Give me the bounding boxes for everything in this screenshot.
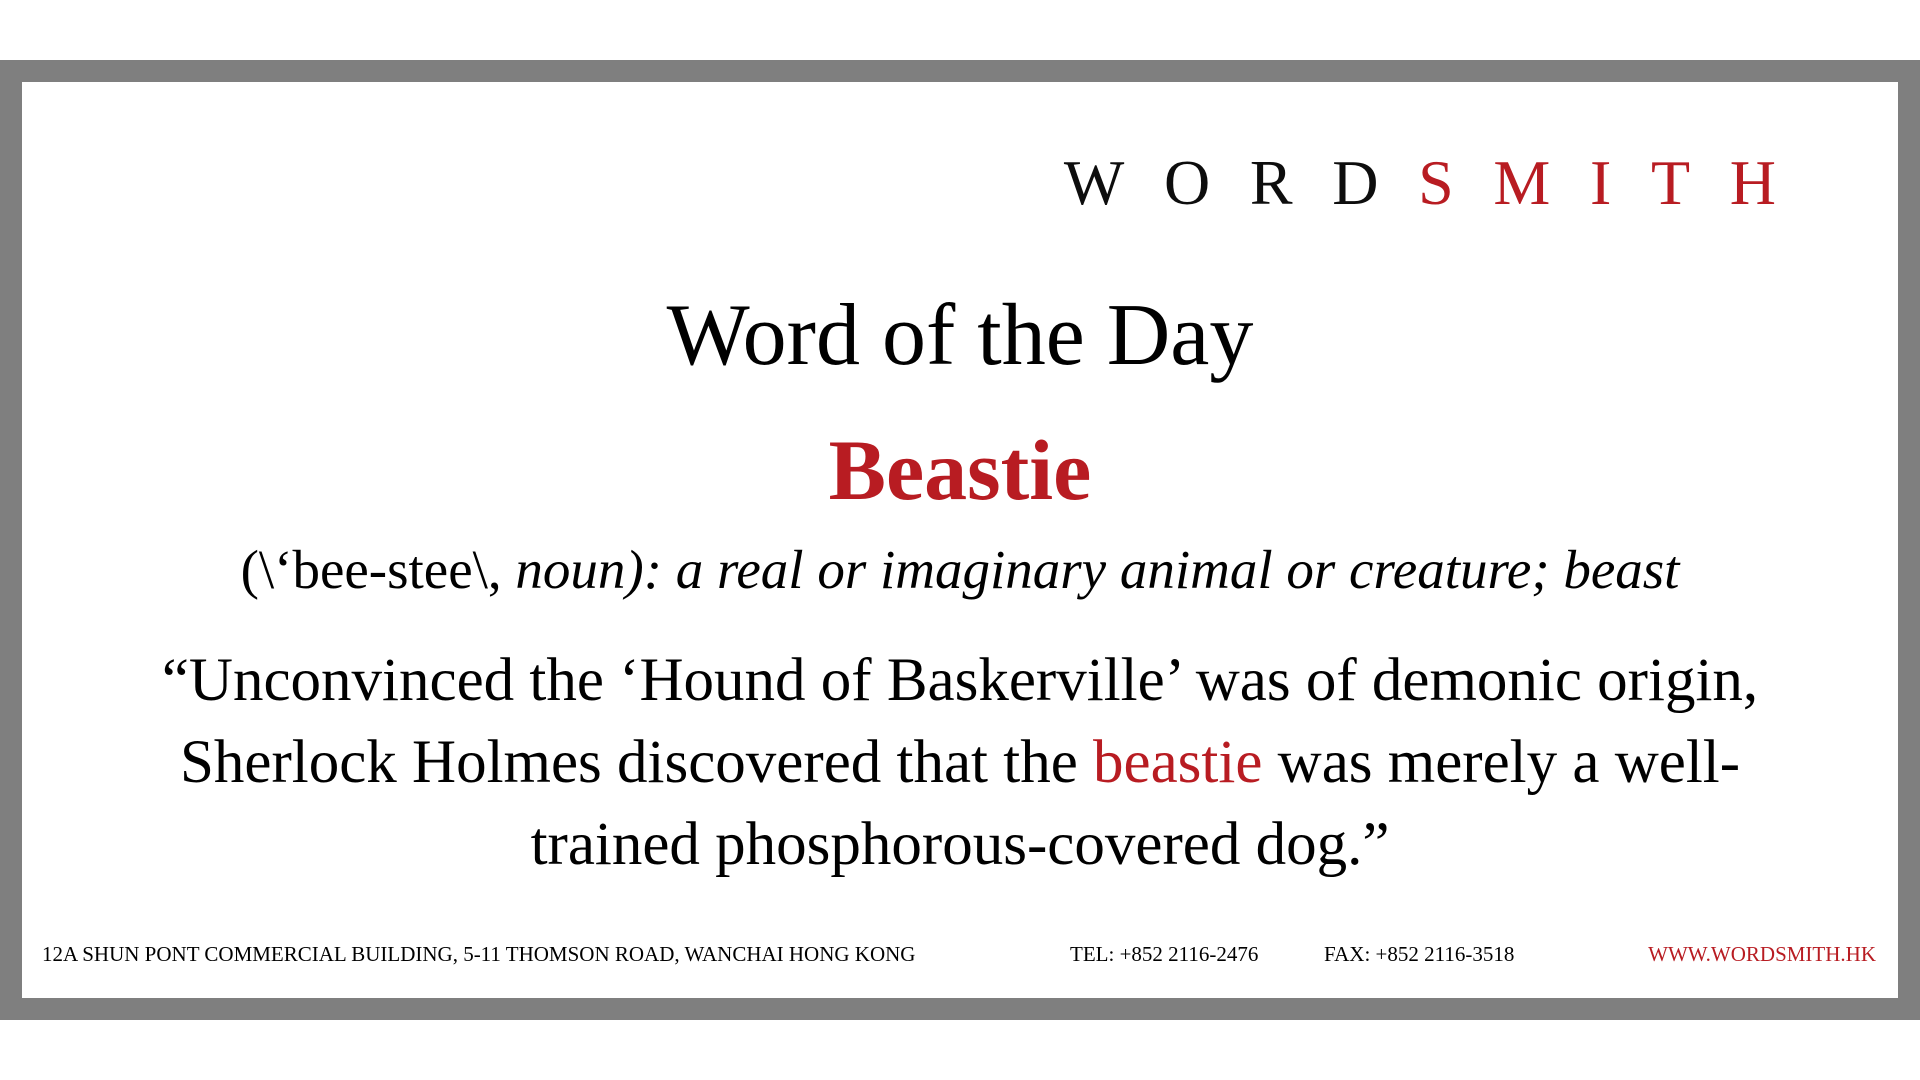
headword: Beastie	[828, 422, 1092, 518]
definition-text: noun): a real or imaginary animal or creature; beast	[515, 539, 1680, 600]
footer-telephone: TEL: +852 2116-2476	[1070, 942, 1259, 966]
quote-text-before: “Unconvinced the ‘Hound of Baskerville’ was of demonic origin, Sherlock Holmes discovered that the	[161, 647, 1759, 796]
word-of-the-day-card	[0, 60, 1920, 1020]
logo-word-part: WORD	[1063, 147, 1419, 218]
footer-address: 12A SHUN PONT COMMERCIAL BUILDING, 5-11 THOMSON ROAD, WANCHAI HONG KONG	[42, 942, 916, 966]
quote-text-after: was merely a well-trained phosphorous-covered dog.”	[530, 729, 1741, 878]
definition	[22, 539, 1898, 600]
pronunciation: (\‘bee-stee\,	[240, 539, 516, 600]
quote-highlighted-word: beastie	[1093, 729, 1263, 796]
footer-website-link[interactable]: WWW.WORDSMITH.HK	[1648, 942, 1876, 966]
footer-fax: FAX: +852 2116-3518	[1324, 942, 1515, 966]
wordsmith-logo	[1063, 147, 1816, 218]
example-quote	[152, 640, 1768, 886]
page-title: Word of the Day	[666, 287, 1254, 384]
logo-smith-part: SMITH	[1418, 147, 1816, 218]
